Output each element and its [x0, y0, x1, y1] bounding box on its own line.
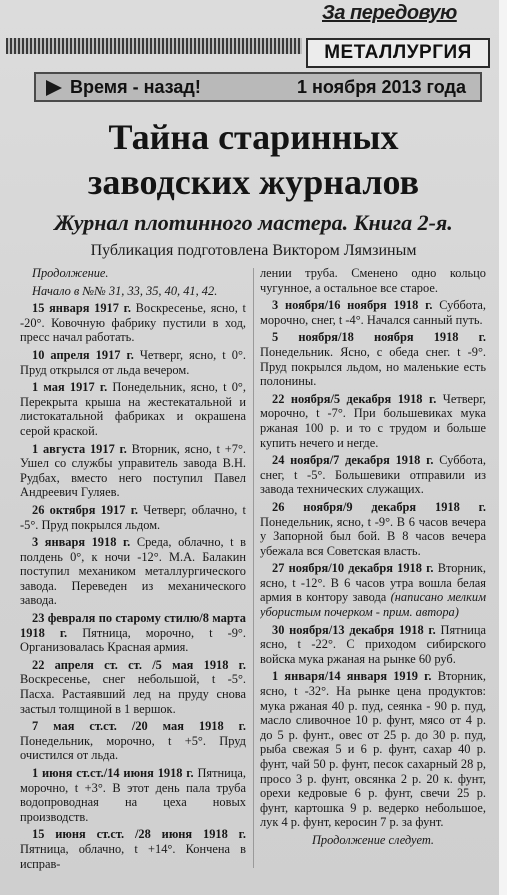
journal-entry: [20, 658, 246, 716]
entry-text: Понедельник. Ясно, с обеда снег. t -9°. Пруд покрылся льдом, но маленькие есть полонины.: [260, 344, 486, 389]
entry-date: 27 ноября/10 декабря 1918 г.: [272, 561, 434, 576]
entry-text: Вторник, ясно, t +7°. Ушел со службы управитель завода В.Н. Рудбах, вместо него поступил Павел Андреевич Гуляев.: [20, 441, 246, 500]
entry-text: Понедельник, ясно, t 0°, Перекрыта крыша на жестекатальной и листокатальной фабриках и окрашена серой краской.: [20, 380, 246, 438]
newspaper-slogan: За передовую: [322, 2, 457, 24]
text-column-right: [260, 266, 486, 891]
entry-text: Пятница, морочно, t -9°. Организовалась Красная армия.: [20, 625, 246, 655]
entry-text: Понедельник, ясно, t -9°. В 6 часов вечера у Запорной был бой. В 8 часов вечера убежала вся Советская власть.: [260, 514, 486, 558]
entry-text: Четверг, ясно, t 0°. Пруд открылся от льда вечером.: [20, 347, 246, 377]
entry-date: 30 ноября/13 декабря 1918 г.: [272, 622, 436, 637]
entry-text: Пятница ясно, t -22°. С приходом сибирского войска мука ржаная на рынке 60 руб.: [260, 622, 486, 666]
article-title-line-2: заводских журналов: [87, 162, 420, 202]
journal-entry: [260, 669, 486, 830]
journal-entry: [20, 348, 246, 377]
issue-date: 1 ноября 2013 года: [296, 77, 466, 97]
entry-date: 1 августа 1917 г.: [32, 441, 127, 456]
journal-entry: [20, 535, 246, 608]
arrow-right-icon: [46, 80, 62, 96]
entry-date: 3 января 1918 г.: [32, 535, 131, 550]
entry-text: Четверг, облачно, t -5°. Пруд покрылся льдом.: [20, 502, 246, 532]
start-reference: [20, 284, 246, 299]
entry-text: Суббота, морочно, снег, t -4°. Начался санный путь.: [260, 298, 486, 327]
to-be-continued: Продолжение следует.: [311, 832, 435, 847]
journal-entry: [20, 301, 246, 345]
journal-entry: [260, 623, 486, 667]
continuation-note: [20, 266, 246, 281]
journal-entry: [260, 500, 486, 558]
entry-text: Воскресенье, ясно, t -20°. Ковочную фабрику пустили в ход, пресс начал работать.: [20, 301, 246, 345]
journal-entry: [20, 611, 246, 655]
entry-text: Вторник, ясно, t -32°. На рынке цена продуктов: мука ржаная 40 р. пуд, сеянка - 90 р. пуд, масло сливочное 10 р. фунт, мясо от 4 р. до 5 р. фунт., овес от 25 р. до 30 р. пуд, рыба свежая 5 и 6 р. фунт, сахар 40 р. фунт, чай 50 р. фунт, песок сахарный 28 р, просо 3 р. фунт, овсянка 2 р. 20 к. фунт, орехи кедровые 6 р. фунт, свечи 25 р. фунт, картошка 9 р. ведерко небольшое, лук 4 р. фунт, керосин 7 р. за фунт.: [260, 669, 486, 830]
entry-text: Среда, облачно, t в полдень 0°, к ночи -12°. М.А. Балакин поступил механиком металлургического завода. Переведен из механического завода.: [20, 535, 246, 608]
journal-entry: [260, 453, 486, 497]
masthead: [0, 0, 500, 110]
entry-text: Четверг, морочно, t -7°. При большевиках мука ржаная 100 р. и то с трудом и больше купить нечего и негде.: [260, 391, 486, 450]
journal-entry-continued: [260, 266, 486, 295]
article-title-line-1: Тайна старинных: [108, 117, 399, 157]
entry-text: Понедельник, морочно, t +5°. Пруд очистился от льда.: [20, 733, 246, 763]
article-credit: Публикация подготовлена Виктором Лямзиным: [90, 242, 417, 259]
entry-date: 1 января/14 января 1919 г.: [272, 669, 432, 684]
journal-entry: [260, 561, 486, 619]
entry-date: 24 ноября/7 декабря 1918 г.: [272, 453, 434, 468]
entry-date: 15 января 1917 г.: [32, 301, 131, 316]
entry-text: Воскресенье, снег небольшой, t -5°. Пасха. Растаявший лед на пруду снова застыл толщиной в 1 вершок.: [20, 672, 246, 716]
entry-text: Пятница, морочно, t +3°. В этот день пала труба водопроводная на цеха новых производств.: [20, 766, 246, 824]
entry-text: Пятница, облачно, t +14°. Кончена в исправ-: [20, 841, 246, 871]
entry-date: 22 апреля ст. ст. /5 мая 1918 г.: [32, 657, 246, 672]
column-divider: [253, 268, 254, 868]
section-banner: [34, 72, 482, 102]
entry-date: 15 июня ст.ст. /28 июня 1918 г.: [32, 827, 246, 842]
author-note: (написано мелким убористым почерком - прим. автора): [260, 590, 486, 620]
text-column-left: [20, 266, 246, 891]
entry-date: 26 октября 1917 г.: [32, 502, 139, 517]
entry-date: 26 ноября/9 декабря 1918 г.: [272, 499, 486, 514]
journal-entry: [260, 330, 486, 388]
entry-date: 1 мая 1917 г.: [32, 380, 108, 395]
journal-entry: [20, 442, 246, 500]
entry-text: Вторник, ясно, t -12°. В 6 часов утра вошла белая армия в контору завода: [260, 561, 486, 605]
start-reference-text: Начало в №№ 31, 33, 35, 40, 41, 42.: [32, 283, 218, 298]
entry-date: 23 февраля по старому стилю/8 марта 1918 г.: [20, 611, 246, 640]
journal-entry: [260, 298, 486, 327]
continuation-label: Продолжение.: [32, 266, 109, 280]
section-title: Время - назад!: [70, 77, 201, 97]
entry-text: лении труба. Сменено одно кольцо чугунное, а остальное все старое.: [260, 266, 486, 295]
journal-entry: [20, 503, 246, 532]
entry-date: 1 июня ст.ст./14 июня 1918 г.: [32, 766, 194, 780]
entry-date: 3 ноября/16 ноября 1918 г.: [272, 298, 433, 313]
entry-date: 22 ноября/5 декабря 1918 г.: [272, 391, 437, 406]
entry-date: 7 мая ст.ст. /20 мая 1918 г.: [32, 719, 246, 734]
journal-entry: [20, 719, 246, 763]
journal-entry: [20, 827, 246, 871]
entry-date: 5 ноября/18 ноября 1918 г.: [272, 330, 486, 345]
journal-entry: [20, 766, 246, 824]
journal-entry: [20, 380, 246, 438]
entry-date: 10 апреля 1917 г.: [32, 347, 134, 362]
entry-text: Суббота, снег, t -5°. Большевики отправили из завода технических служащих.: [260, 453, 486, 497]
newspaper-name-logo: МЕТАЛЛУРГИЯ: [306, 38, 490, 68]
journal-entry: [260, 392, 486, 450]
article-subtitle: Журнал плотинного мастера. Книга 2-я.: [54, 210, 453, 235]
masthead-hatch-decoration: [6, 38, 302, 54]
